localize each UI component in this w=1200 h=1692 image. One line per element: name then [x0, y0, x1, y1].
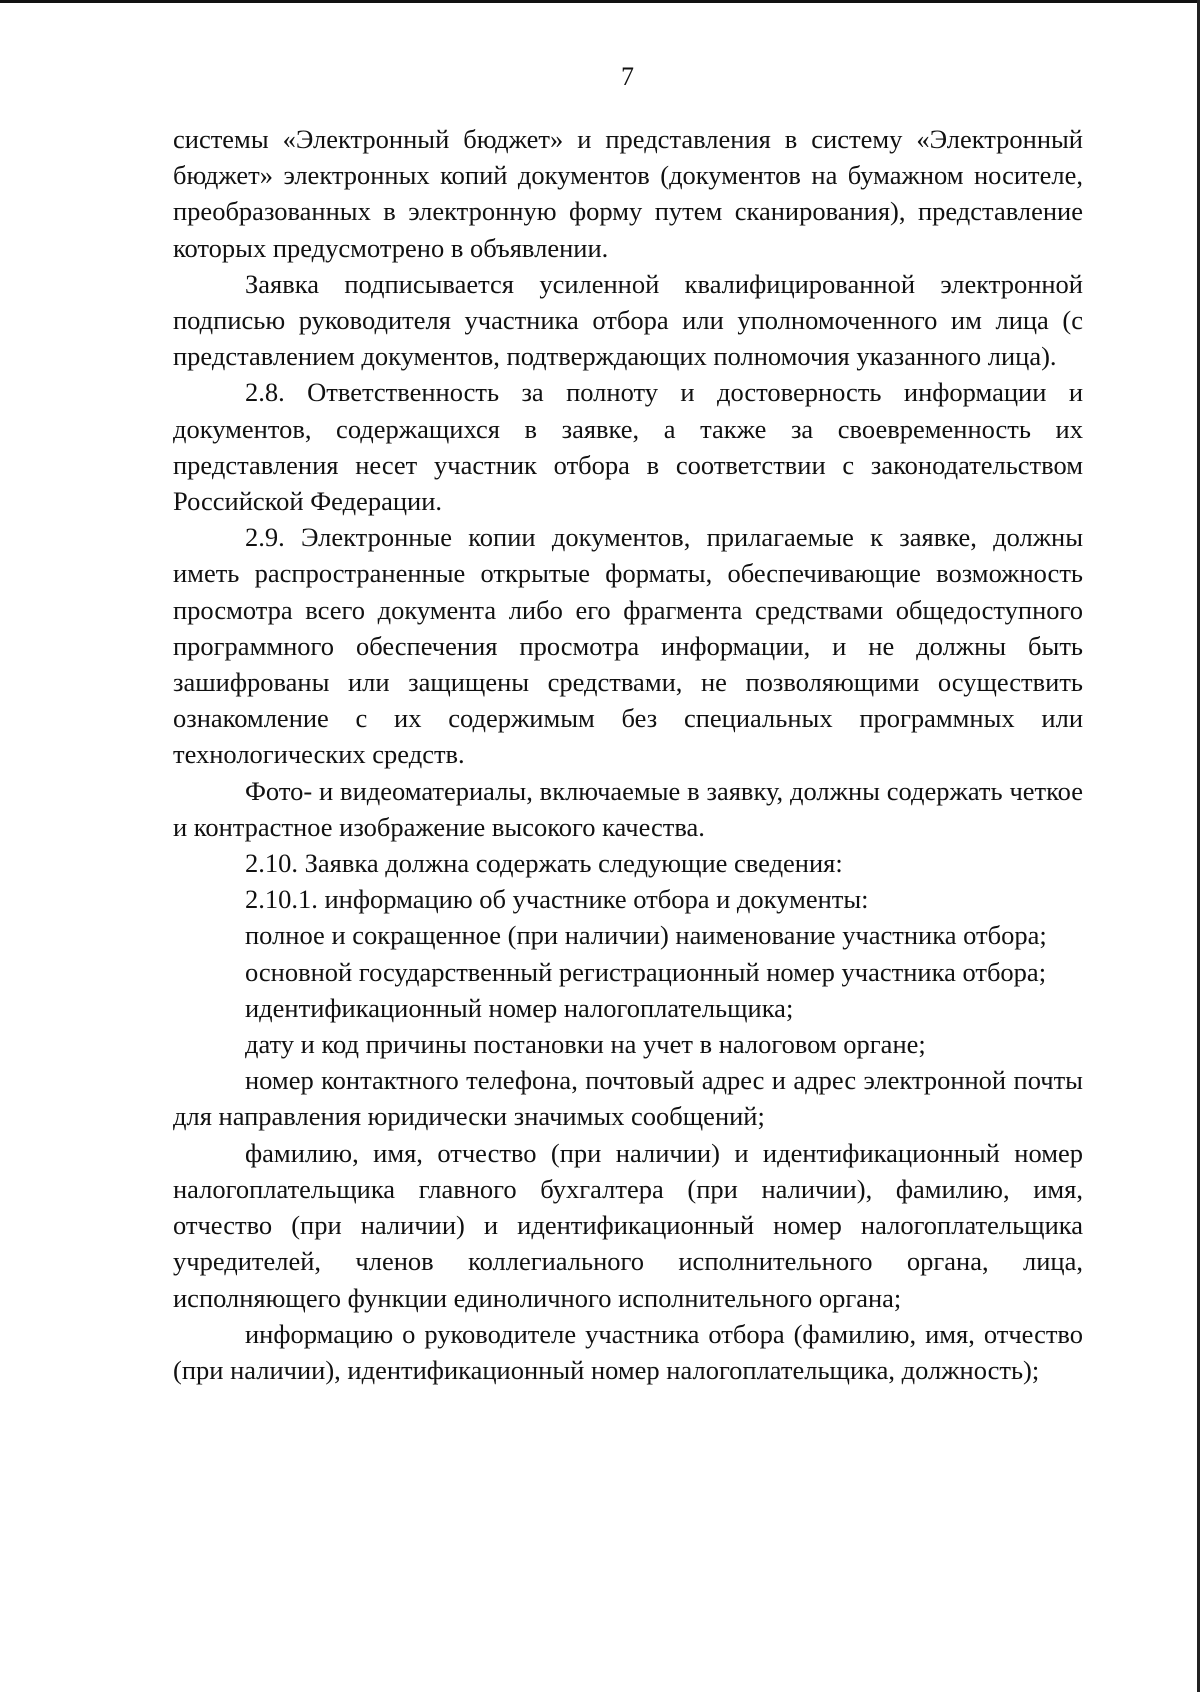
document-body: [173, 121, 1083, 1388]
paragraph-electronic-budget-continuation: системы «Электронный бюджет» и представления в систему «Электронный бюджет» электронных копий документов (документов на бумажном носителе, преобразованных в электронную форму путем сканирования), представление которых предусмотрено в объявлении.: [173, 124, 1083, 263]
paragraph-section-2-9: 2.9. Электронные копии документов, прилагаемые к заявке, должны иметь распространенные открытые форматы, обеспечивающие возможность просмотра всего документа либо его фрагмента средствами общедоступного программного обеспечения просмотра информации, и не должны быть зашифрованы или защищены средствами, не позволяющими осуществить ознакомление с их содержимым без специальных программных или технологических средств.: [173, 522, 1083, 770]
list-item-director-info: информацию о руководителе участника отбора (фамилию, имя, отчество (при наличии), идентификационный номер налогоплательщика, должность);: [173, 1318, 1083, 1385]
paragraph-section-2-8: 2.8. Ответственность за полноту и достоверность информации и документов, содержащихся в заявке, а также за своевременность их представления несет участник отбора в соответствии с законодательством Российской Федерации.: [173, 377, 1083, 517]
list-item-contacts: номер контактного телефона, почтовый адрес и адрес электронной почты для направления юридически значимых сообщений;: [173, 1065, 1083, 1132]
paragraph-section-2-10: 2.10. Заявка должна содержать следующие сведения:: [245, 848, 843, 879]
list-item-full-name: полное и сокращенное (при наличии) наименование участника отбора;: [245, 920, 1047, 951]
list-item-ogrn: основной государственный регистрационный номер участника отбора;: [245, 956, 1047, 987]
page-number: 7: [621, 62, 634, 91]
list-item-accountant-founders: фамилию, имя, отчество (при наличии) и идентификационный номер налогоплательщика главного бухгалтера (при наличии), фамилию, имя, отчество (при наличии) и идентификационный номер налогоплательщика учредителей, членов коллегиального исполнительного органа, лица, исполняющего функции единоличного исполнительного органа;: [173, 1137, 1083, 1313]
paragraph-section-2-10-1: 2.10.1. информацию об участнике отбора и документы:: [245, 884, 869, 915]
list-item-inn: идентификационный номер налогоплательщика;: [245, 992, 794, 1023]
paragraph-application-signature: Заявка подписывается усиленной квалифицированной электронной подписью руководителя участника отбора или уполномоченного им лица (с представлением документов, подтверждающих полномочия указанного лица).: [173, 268, 1083, 372]
paragraph-photo-video: Фото- и видеоматериалы, включаемые в заявку, должны содержать четкое и контрастное изображение высокого качества.: [173, 775, 1083, 842]
list-item-registration-date: дату и код причины постановки на учет в налоговом органе;: [245, 1029, 926, 1060]
scan-edge-top: [0, 0, 1200, 3]
